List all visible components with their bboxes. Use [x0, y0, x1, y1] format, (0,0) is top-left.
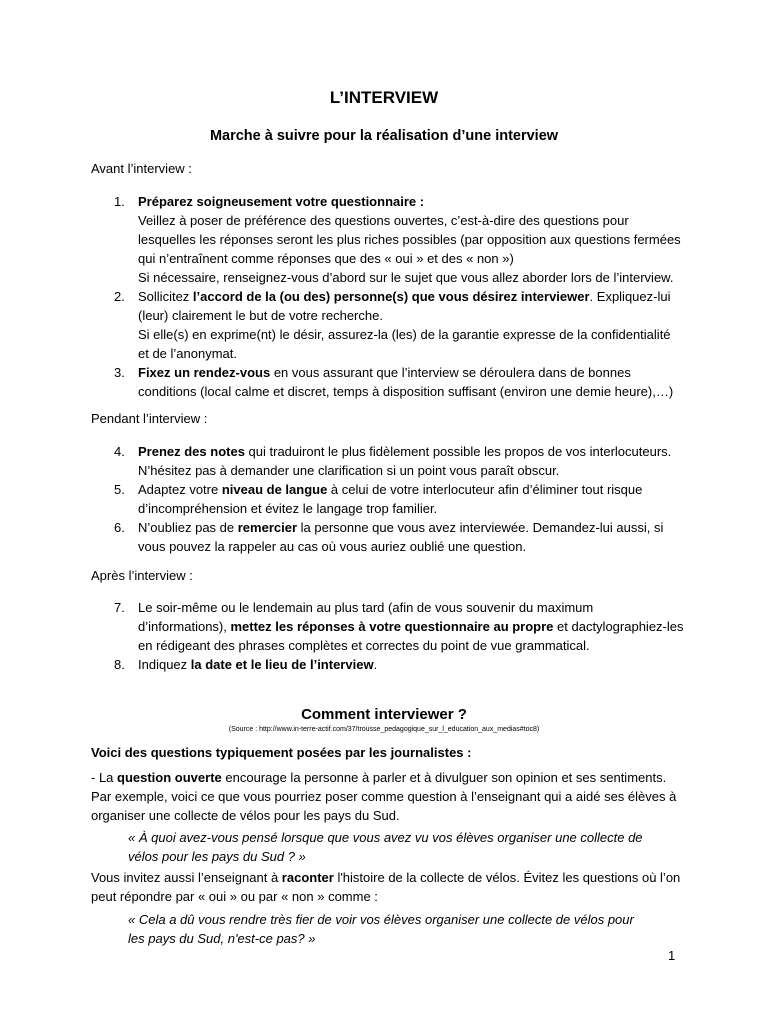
item-bold-text: la date et le lieu de l’interview [190, 657, 374, 672]
para-text: peut répondre par « oui » ou par « non » comme : [91, 889, 378, 904]
item-text: . [373, 657, 378, 672]
document-title: L’INTERVIEW [329, 88, 439, 107]
section-heading-pendant: Pendant l’interview : [91, 411, 208, 426]
item-number: 1. [114, 194, 125, 209]
list-item-6 [91, 518, 691, 556]
item-text: en rédigeant des phrases complètes et correctes du point de vue grammatical. [138, 638, 590, 653]
item-text: à celui de votre interlocuteur afin d’éliminer tout risque [327, 482, 643, 497]
item-number: 5. [114, 482, 125, 497]
item-bold-text: remercier [237, 520, 298, 535]
item-number: 2. [114, 289, 125, 304]
para-text: l'histoire de la collecte de vélos. Évitez les questions où l’on [333, 870, 681, 885]
para-text: Vous invitez aussi l’enseignant à [91, 870, 282, 885]
para-text: Par exemple, voici ce que vous pourriez poser comme question à l’enseignant qui a aidé ses élèves à [91, 789, 677, 804]
paragraph-open-question [91, 768, 681, 825]
item-text: et de l’anonymat. [138, 346, 238, 361]
intro-text: Voici des questions typiquement posées par les journalistes : [91, 745, 472, 760]
para-text: encourage la personne à parler et à divulguer son opinion et ses sentiments. [221, 770, 667, 785]
item-text: qui n’entraînent comme réponses que des « oui » et des « non ») [138, 251, 514, 266]
item-text: Indiquez [138, 657, 191, 672]
section-heading-apres: Après l’interview : [91, 568, 193, 583]
list-item-5 [91, 480, 691, 518]
item-text: Sollicitez [138, 289, 193, 304]
para-text: organiser une collecte de vélos pour les pays du Sud. [91, 808, 400, 823]
item-text: d’incompréhension et évitez le langage trop familier. [138, 501, 438, 516]
item-text: (leur) clairement le but de votre recherche. [138, 308, 383, 323]
quote-example-2 [128, 910, 678, 948]
item-bold-text: Préparez soigneusement votre questionnaire [138, 194, 417, 209]
list-item-3 [91, 363, 691, 401]
item-text: d’informations), [138, 619, 231, 634]
section-title-comment: Comment interviewer ? [301, 706, 467, 723]
item-text: lesquelles les réponses seront les plus riches possibles (par opposition aux questions fermées [138, 232, 681, 247]
item-text: qui traduiront le plus fidèlement possible les propos de vos interlocuteurs. [244, 444, 672, 459]
list-item-1 [91, 192, 691, 287]
item-bold-text: mettez les réponses à votre questionnaire au propre [230, 619, 554, 634]
item-text: conditions (local calme et discret, temps à disposition suffisant (environ une demie heure),…) [138, 384, 674, 399]
item-text: : [416, 194, 425, 209]
item-bold-text: niveau de langue [221, 482, 328, 497]
quote-text: « À quoi avez-vous pensé lorsque que vous avez vu vos élèves organiser une collecte de [128, 830, 643, 845]
para-bold-text: question ouverte [117, 770, 222, 785]
item-text: . Expliquez-lui [589, 289, 671, 304]
item-text: Veillez à poser de préférence des questions ouvertes, c’est-à-dire des questions pour [138, 213, 629, 228]
item-text: la personne que vous avez interviewée. Demandez-lui aussi, si [297, 520, 664, 535]
item-bold-text: Fixez un rendez-vous [138, 365, 271, 380]
list-item-8 [91, 655, 691, 674]
item-number: 7. [114, 600, 125, 615]
item-text: Le soir-même ou le lendemain au plus tard (afin de vous souvenir du maximum [138, 600, 594, 615]
item-text: N’hésitez pas à demander une clarification si un point vous paraît obscur. [138, 463, 560, 478]
para-bold-text: raconter [281, 870, 334, 885]
item-text: en vous assurant que l’interview se déroulera dans de bonnes [270, 365, 631, 380]
quote-text: les pays du Sud, n'est-ce pas? » [128, 931, 316, 946]
list-apres [91, 598, 691, 674]
document-subtitle: Marche à suivre pour la réalisation d’une interview [209, 128, 559, 144]
quote-text: « Cela a dû vous rendre très fier de voir vos élèves organiser une collecte de vélos pour [128, 912, 634, 927]
list-item-2 [91, 287, 691, 363]
item-number: 3. [114, 365, 125, 380]
list-pendant [91, 442, 691, 556]
paragraph-raconter [91, 868, 681, 906]
item-text: Si nécessaire, renseignez-vous d’abord sur le sujet que vous allez aborder lors de l’interview. [138, 270, 674, 285]
item-text: Adaptez votre [138, 482, 222, 497]
item-text: N’oubliez pas de [138, 520, 238, 535]
item-number: 6. [114, 520, 125, 535]
page-number: 1 [668, 948, 676, 963]
item-number: 4. [114, 444, 125, 459]
item-number: 8. [114, 657, 125, 672]
para-text: - La [91, 770, 118, 785]
quote-text: vélos pour les pays du Sud ? » [128, 849, 306, 864]
source-citation: (Source : http://www.in-terre-actif.com/37/trousse_pedagogique_sur_l_education_aux_medias#toc8) [228, 726, 540, 733]
item-text: Si elle(s) en exprime(nt) le désir, assurez-la (les) de la garantie expresse de la confidentialité [138, 327, 671, 342]
item-bold-text: l’accord de la (ou des) personne(s) que vous désirez interviewer [192, 289, 590, 304]
list-avant [91, 192, 691, 401]
section-heading-avant: Avant l’interview : [91, 161, 192, 176]
item-bold-text: Prenez des notes [138, 444, 245, 459]
list-item-4 [91, 442, 691, 480]
item-text: et dactylographiez-les [553, 619, 684, 634]
list-item-7 [91, 598, 691, 655]
item-text: vous pouvez la rappeler au cas où vous auriez oublié une question. [138, 539, 527, 554]
quote-example-1 [128, 828, 678, 866]
